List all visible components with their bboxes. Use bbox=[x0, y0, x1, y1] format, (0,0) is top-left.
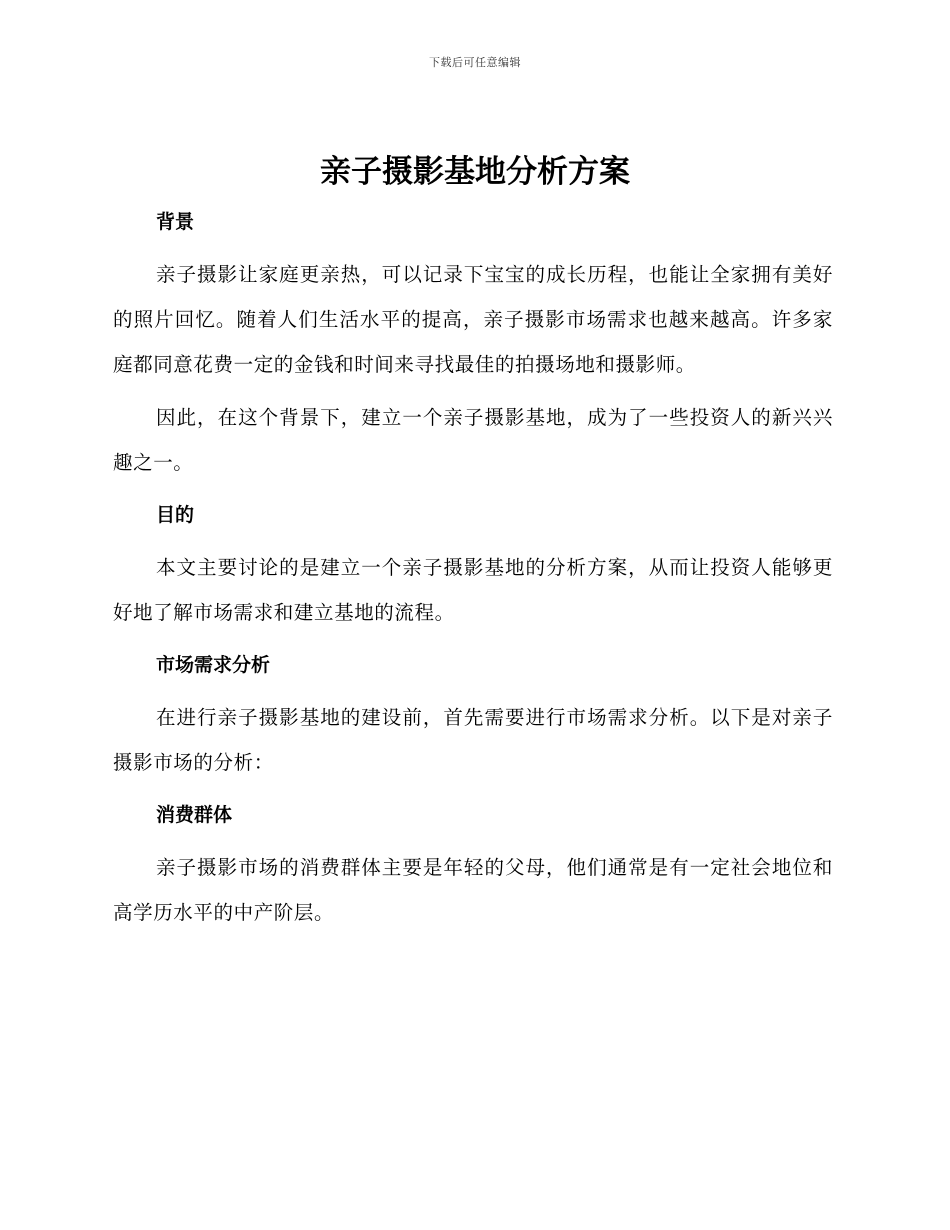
section-heading-market: 市场需求分析 bbox=[156, 654, 271, 676]
section-heading-purpose: 目的 bbox=[156, 504, 195, 526]
document-body bbox=[113, 200, 833, 935]
paragraph-background-1: 亲子摄影让家庭更亲热，可以记录下宝宝的成长历程，也能让全家拥有美好的照片回忆。随着人们生活水平的提高，亲子摄影市场需求也越来越高。许多家庭都同意花费一定的金钱和时间来寻找最佳的拍摄场地和摄影师。 bbox=[113, 263, 833, 376]
header-note: 下载后可任意编辑 bbox=[429, 56, 521, 69]
paragraph-market-1: 在进行亲子摄影基地的建设前，首先需要进行市场需求分析。以下是对亲子摄影市场的分析： bbox=[113, 706, 833, 774]
section-heading-background: 背景 bbox=[156, 211, 195, 233]
document-title: 亲子摄影基地分析方案 bbox=[320, 154, 630, 190]
paragraph-purpose-1: 本文主要讨论的是建立一个亲子摄影基地的分析方案，从而让投资人能够更好地了解市场需求和建立基地的流程。 bbox=[113, 556, 833, 624]
section-heading-consumers: 消费群体 bbox=[156, 804, 233, 826]
paragraph-consumers-1: 亲子摄影市场的消费群体主要是年轻的父母，他们通常是有一定社会地位和高学历水平的中产阶层。 bbox=[113, 856, 833, 924]
paragraph-background-2: 因此，在这个背景下，建立一个亲子摄影基地，成为了一些投资人的新兴兴趣之一。 bbox=[113, 406, 833, 474]
